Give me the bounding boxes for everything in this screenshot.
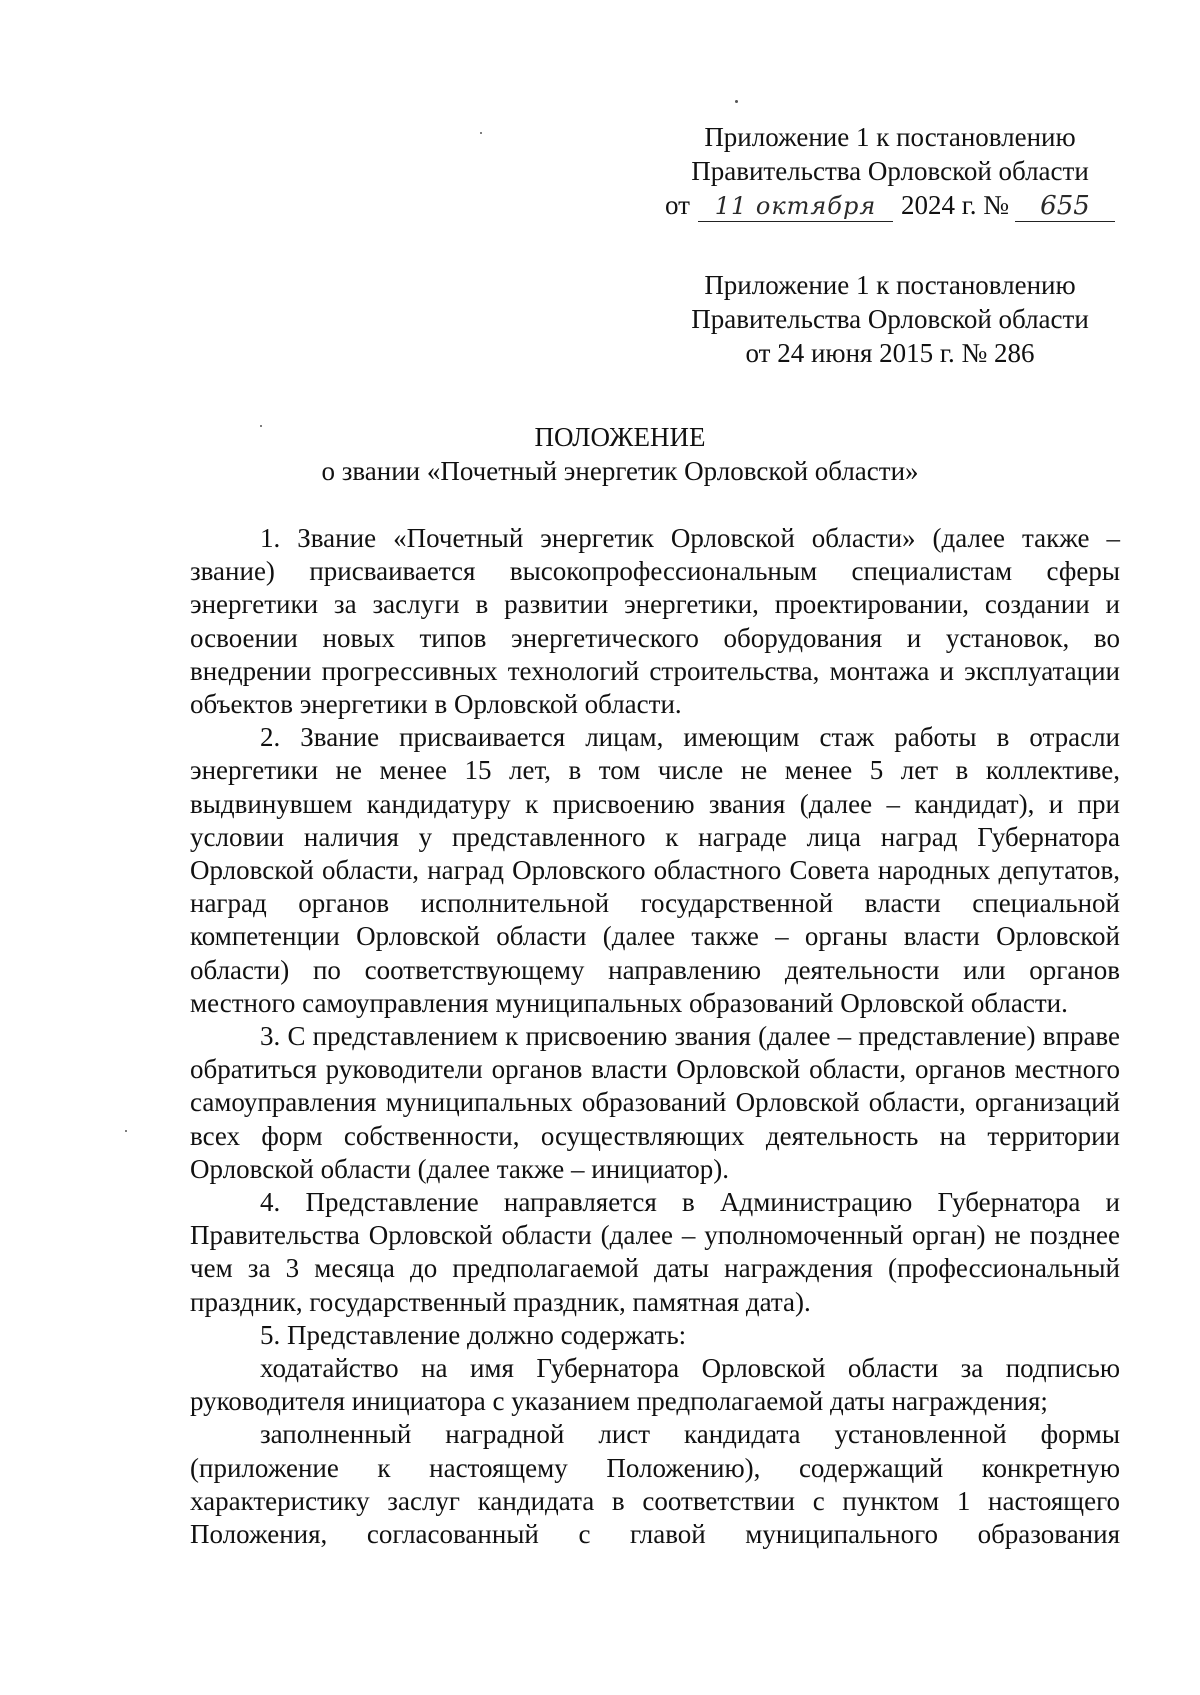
handwritten-number: 655 (1015, 191, 1115, 222)
paragraph-3: 3. С представлением к присвоению звания (далее – представление) вправе обратиться руководители органов власти Орловской области, органов местного самоуправления муниципальных образований Орловской области, организаций всех форм собственности, осуществляющих деятельность на территории Орловской области (далее также – инициатор). (190, 1021, 1120, 1184)
appendix-date-row (660, 188, 1120, 222)
appendix-old-line-2: Правительства Орловской области (691, 304, 1089, 334)
paragraph-2: 2. Звание присваивается лицам, имеющим стаж работы в отрасли энергетики не менее 15 лет, в том числе не менее 5 лет в коллективе, выдвинувшем кандидатуру к присвоению звания (далее – кандидат), и при условии наличия у представленного к награде лица наград Губернатора Орловской области, наград Орловского областного Совета народных депутатов, наград органов исполнительной государственной власти специальной компетенции Орловской области (далее также – органы власти Орловской области) по соответствующему направлению деятельности или органов местного самоуправления муниципальных образований Орловской области. (190, 722, 1120, 1018)
paragraph-5: 5. Представление должно содержать: (260, 1319, 687, 1350)
document-title: ПОЛОЖЕНИЕ (534, 422, 706, 452)
scan-speck (735, 100, 738, 103)
paragraph-1: 1. Звание «Почетный энергетик Орловской области» (далее также – звание) присваивается высокопрофессиональным специалистам сферы энергетики за заслуги в развитии энергетики, проектировании, создании и освоении новых типов энергетического оборудования и установок, во внедрении прогрессивных технологий строительства, монтажа и эксплуатации объектов энергетики в Орловской области. (190, 523, 1120, 720)
scan-speck (480, 132, 482, 134)
scan-speck (125, 1130, 127, 1132)
paragraph-4: 4. Представление направляется в Администрацию Губернатора и Правительства Орловской области (далее – уполномоченный орган) не позднее чем за 3 месяца до предполагаемой даты награждения (профессиональный праздник, государственный праздник, памятная дата). (190, 1187, 1120, 1317)
paragraph-5-item-award-sheet: заполненный наградной лист кандидата установленной формы (приложение к настоящему Положению), содержащий конкретную характеристику заслуг кандидата в соответствии с пунктом 1 настоящего Положения, согласованный с главой муниципального образования (190, 1419, 1120, 1550)
year-number-label: 2024 г. № (900, 190, 1009, 220)
handwritten-date: 11 октября (698, 191, 893, 222)
appendix-old-line-3: от 24 июня 2015 г. № 286 (745, 338, 1035, 368)
appendix-line-1: Приложение 1 к постановлению (704, 122, 1076, 152)
appendix-line-2: Правительства Орловской области (691, 156, 1089, 186)
document-body (190, 522, 1120, 1551)
appendix-header-old (660, 268, 1120, 370)
document-subtitle: о звании «Почетный энергетик Орловской области» (321, 456, 919, 486)
paragraph-5-item-petition: ходатайство на имя Губернатора Орловской области за подписью руководителя инициатора с указанием предполагаемой даты награждения; (190, 1353, 1120, 1417)
appendix-old-line-1: Приложение 1 к постановлению (704, 270, 1076, 300)
appendix-header-new (660, 120, 1120, 222)
document-title-block (180, 420, 1060, 488)
date-prefix: от (665, 190, 690, 220)
